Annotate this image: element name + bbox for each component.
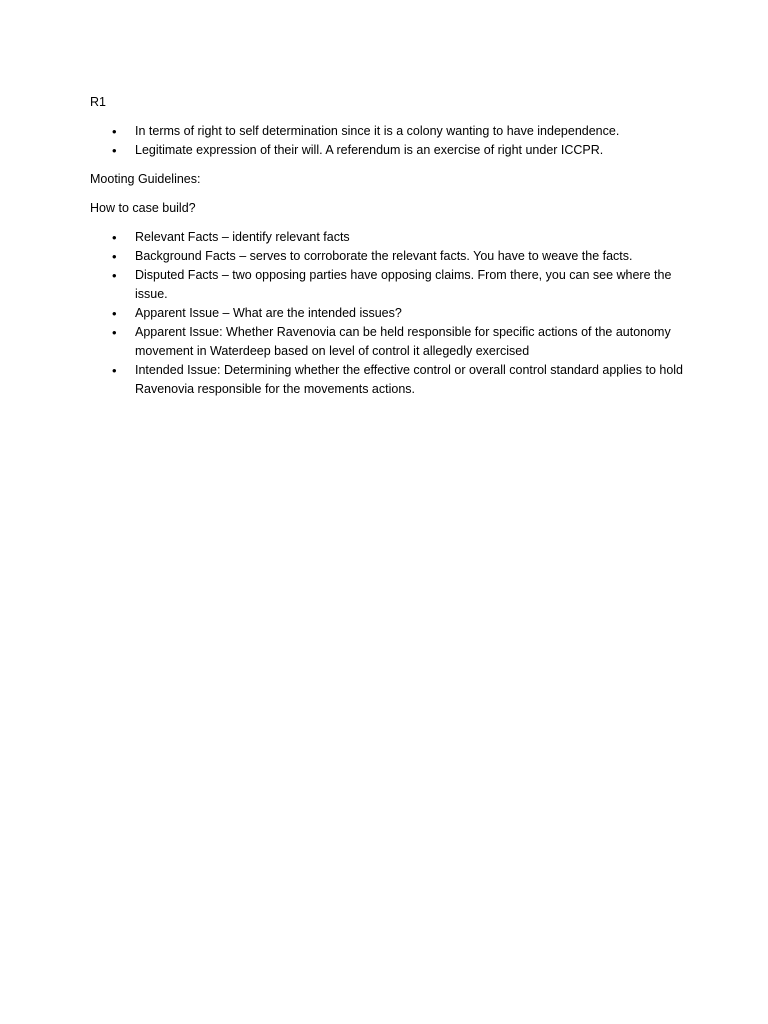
list-item-text: Intended Issue: Determining whether the effective control or overall control standard applies to hold Ravenovia responsible for the movements actions. [135,363,684,396]
list-item-text: Relevant Facts – identify relevant facts [135,230,350,244]
list-item-text: Apparent Issue: Whether Ravenovia can be held responsible for specific actions of the autonomy movement in Waterdeep based on level of control it allegedly exercised [135,325,671,358]
list-item [90,247,690,266]
bullet-icon: • [112,124,117,139]
case-build-heading: How to case build? [90,201,196,215]
list-item [90,228,690,247]
bullet-icon: • [112,268,117,283]
bullet-icon: • [112,143,117,158]
list-item [90,361,690,399]
mooting-guidelines-heading: Mooting Guidelines: [90,172,201,186]
bullet-icon: • [112,325,117,340]
case-build-bullet-list [90,228,690,399]
bullet-icon: • [112,306,117,321]
list-item-text: Disputed Facts – two opposing parties have opposing claims. From there, you can see where the issue. [135,268,672,301]
list-item-text: Legitimate expression of their will. A referendum is an exercise of right under ICCPR. [135,143,604,157]
list-item [90,323,690,361]
bullet-icon: • [112,230,117,245]
bullet-icon: • [112,249,117,264]
list-item-text: In terms of right to self determination since it is a colony wanting to have independence. [135,124,620,138]
heading-r1: R1 [90,95,106,109]
document-body [90,93,690,409]
r1-bullet-list [90,122,690,160]
list-item [90,141,690,160]
list-item-text: Background Facts – serves to corroborate the relevant facts. You have to weave the facts. [135,249,633,263]
bullet-icon: • [112,363,117,378]
list-item [90,122,690,141]
list-item-text: Apparent Issue – What are the intended issues? [135,306,402,320]
list-item [90,304,690,323]
list-item [90,266,690,304]
